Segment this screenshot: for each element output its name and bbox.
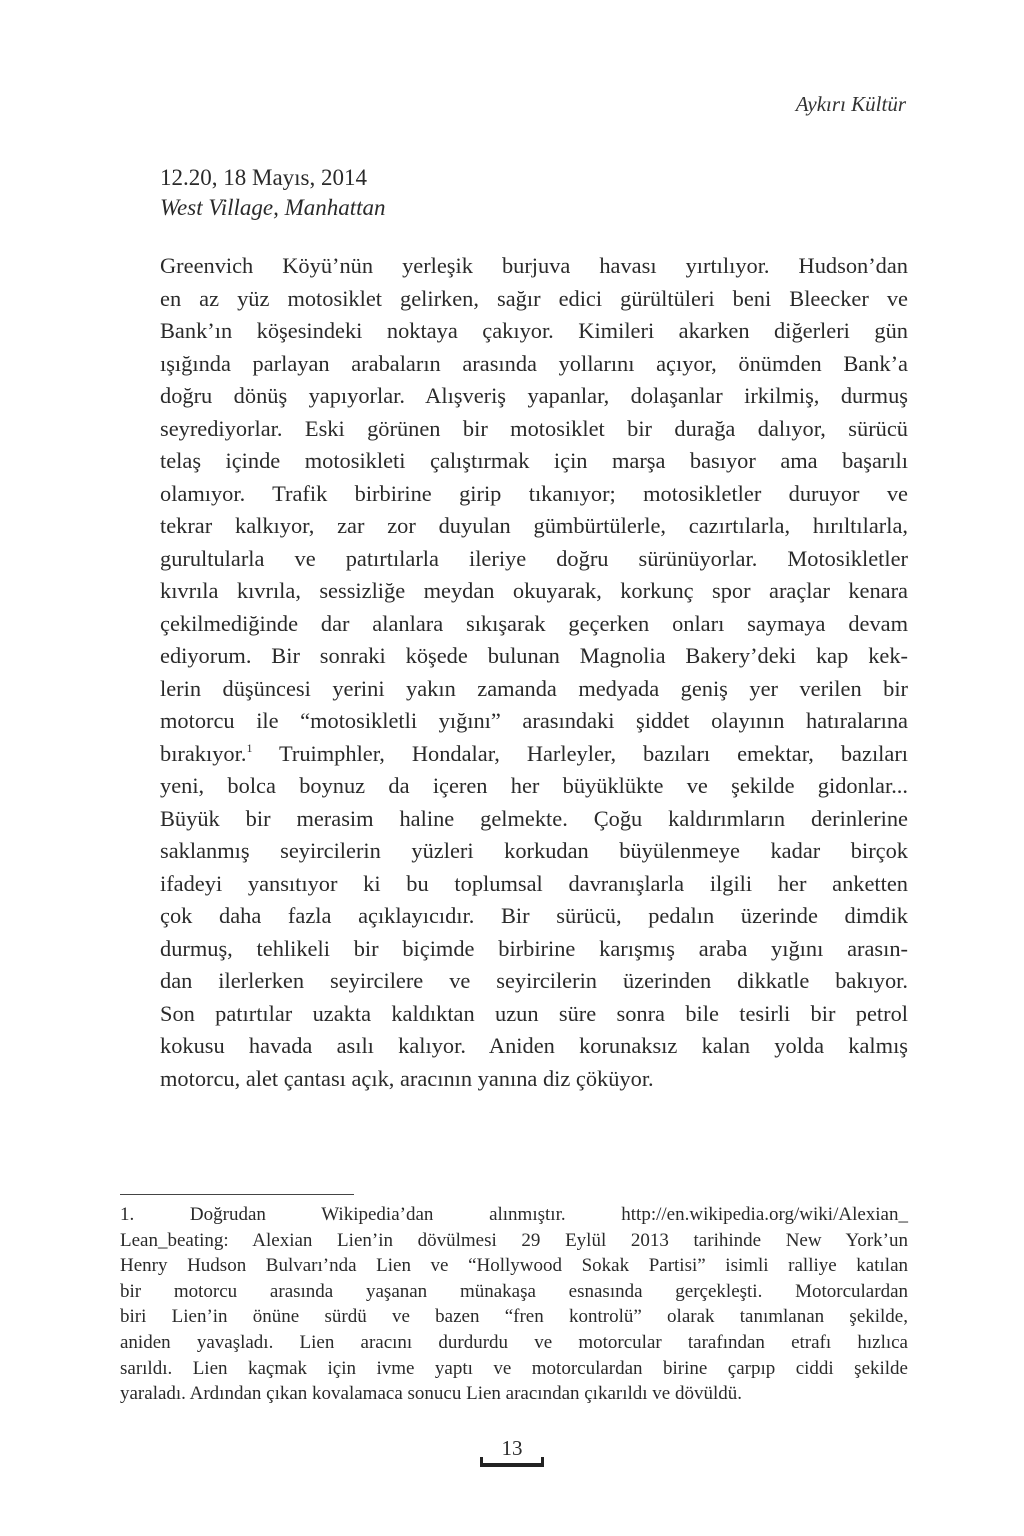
body-line: en az yüz motosiklet gelirken, sağır edici gürültüleri beni Bleecker ve	[160, 285, 908, 311]
entry-place: West Village, Manhattan	[160, 195, 386, 220]
footnote-line: biri Lien’in önüne sürdü ve bazen “fren kontrolü” olarak tanımlanan şekilde,	[120, 1306, 908, 1328]
body-line: çekilmediğinde dar alanlara sıkışarak geçerken onları saymaya devam	[160, 610, 908, 636]
page-number-ornament	[480, 1463, 544, 1467]
body-line: yeni, bolca boynuz da içeren her büyüklükte ve şekilde gidonlar...	[160, 773, 908, 798]
footnote-line: sarıldı. Lien kaçmak için ivme yaptı ve motorculardan birine çarpıp ciddi şekilde	[120, 1357, 908, 1379]
body-paragraph	[160, 250, 908, 1095]
body-line: doğru dönüş yapıyorlar. Alışveriş yapanlar, dolaşanlar irkilmiş, durmuş	[160, 383, 908, 408]
footnote-reference[interactable]: 1	[246, 740, 253, 755]
body-line: çok daha fazla açıklayıcıdır. Bir sürücü, pedalın üzerinde dimdik	[160, 903, 908, 928]
running-head: Aykırı Kültür	[795, 92, 906, 116]
body-line-end: Truimphler, Hondalar, Harleyler, bazıları emektar, bazıları	[252, 740, 908, 766]
body-line: telaş içinde motosikleti çalıştırmak için marşa basıyor ama başarılı	[160, 448, 908, 473]
body-line: olamıyor. Trafik birbirine girip tıkanıyor; motosikletler duruyor ve	[160, 480, 908, 506]
body-line: Büyük bir merasim haline gelmekte. Çoğu kaldırımların derinlerine	[160, 805, 908, 831]
body-line: Greenvich Köyü’nün yerleşik burjuva havası yırtılıyor. Hudson’dan	[160, 253, 908, 278]
entry-date: 12.20, 18 Mayıs, 2014	[160, 165, 367, 190]
footnote-line: Lean_beating: Alexian Lien’in dövülmesi 29 Eylül 2013 tarihinde New York’un	[120, 1229, 908, 1251]
footnote-line: 1. Doğrudan Wikipedia’dan alınmıştır. http://en.wikipedia.org/wiki/Alexian_	[120, 1204, 908, 1225]
footnote-line: Henry Hudson Bulvarı’nda Lien ve “Hollywood Sokak Partisi” isimli ralliye katılan	[120, 1255, 908, 1277]
page-number: 13	[501, 1436, 523, 1460]
footnote-divider	[120, 1194, 354, 1195]
body-line: Bank’ın köşesindeki noktaya çakıyor. Kimileri akarken diğerleri gün	[160, 318, 908, 343]
body-line: Son patırtılar uzakta kaldıktan uzun süre sonra bile tesirli bir petrol	[160, 1000, 908, 1026]
body-line: dan ilerlerken seyircilere ve seyircilerin üzerinden dikkatle bakıyor.	[160, 968, 908, 993]
body-line: seyrediyorlar. Eski görünen bir motosiklet bir durağa dalıyor, sürücü	[160, 415, 908, 441]
footnote	[120, 1202, 908, 1407]
body-line: tekrar kalkıyor, zar zor duyulan gümbürtülerle, cazırtılarla, hırıltılarla,	[160, 513, 908, 538]
body-line: saklanmış seyircilerin yüzleri korkudan büyülenmeye kadar birçok	[160, 838, 908, 863]
body-line: ışığında parlayan arabaların arasında yollarını açıyor, önümden Bank’a	[160, 350, 908, 376]
body-line: lerin düşüncesi yerini yakın zamanda medyada geniş yer verilen bir	[160, 675, 908, 701]
body-line: ifadeyi yansıtıyor ki bu toplumsal davranışlarla ilgili her anketten	[160, 870, 908, 896]
body-line-start: bırakıyor.	[160, 740, 247, 766]
body-line: kokusu havada asılı kalıyor. Aniden korunaksız kalan yolda kalmış	[160, 1033, 908, 1058]
footnote-line: bir motorcu arasında yaşanan münakaşa esnasında gerçekleşti. Motorculardan	[120, 1280, 908, 1302]
body-line-with-footnote	[160, 738, 908, 771]
entry-heading	[160, 163, 386, 223]
page-number-block	[480, 1436, 544, 1472]
body-line: gurultularla ve patırtılarla ileriye doğru sürünüyorlar. Motosikletler	[160, 545, 908, 571]
body-line: kıvrıla kıvrıla, sessizliğe meydan okuyarak, korkunç spor araçlar kenara	[160, 578, 908, 603]
body-line: motorcu ile “motosikletli yığını” arasındaki şiddet olayının hatıralarına	[160, 708, 908, 733]
body-line: motorcu, alet çantası açık, aracının yanına diz çöküyor.	[160, 1065, 654, 1091]
body-line: durmuş, tehlikeli bir biçimde birbirine karışmış araba yığını arasın-	[160, 935, 908, 961]
footnote-line: aniden yavaşladı. Lien aracını durdurdu ve motorcular tarafından etrafı hızlıca	[120, 1331, 908, 1353]
footnote-line: yaraladı. Ardından çıkan kovalamaca sonucu Lien aracından çıkarıldı ve dövüldü.	[120, 1383, 743, 1405]
body-line: ediyorum. Bir sonraki köşede bulunan Magnolia Bakery’deki kap kek-	[160, 643, 908, 668]
